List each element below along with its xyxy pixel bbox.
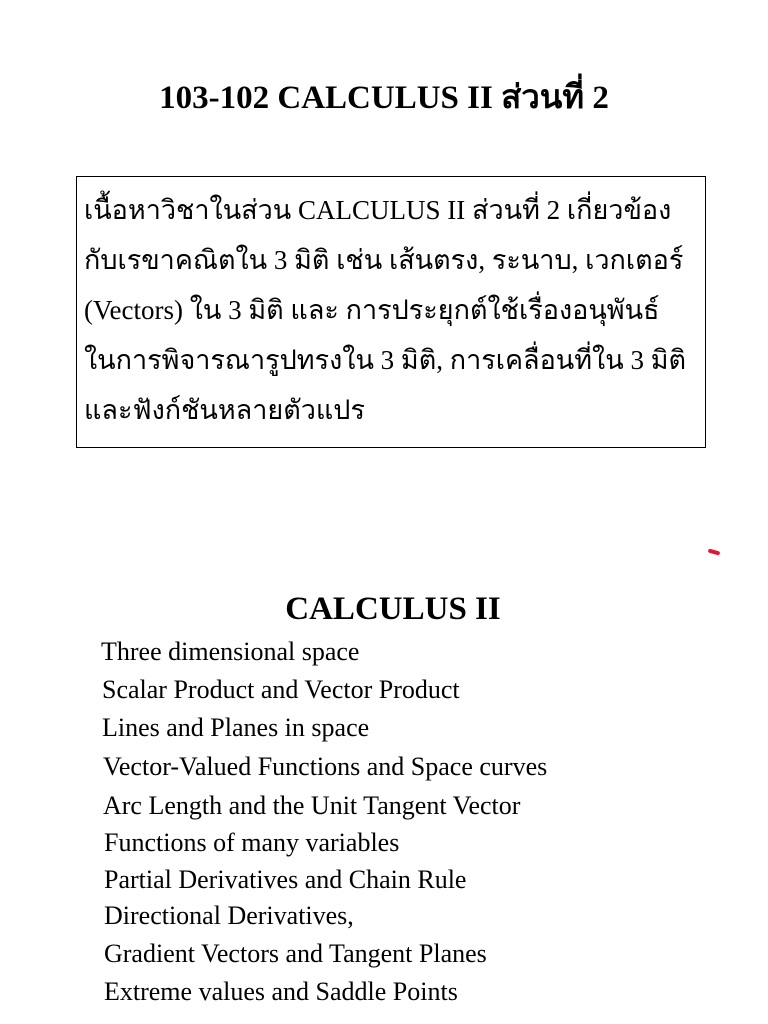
topic-item: Three dimensional space — [101, 637, 360, 666]
description-line: ในการพิจารณารูปทรงใน 3 มิติ, การเคลื่อนที่ใน 3 มิติ — [84, 345, 687, 375]
topic-item: Lines and Planes in space — [102, 713, 370, 742]
topic-item: Directional Derivatives, — [104, 901, 354, 930]
topic-item: Arc Length and the Unit Tangent Vector — [103, 791, 521, 820]
description-line: และฟังก์ชันหลายตัวแปร — [84, 395, 365, 425]
description-line: (Vectors) ใน 3 มิติ และ การประยุกต์ใช้เรื่องอนุพันธ์ — [84, 295, 660, 325]
red-pen-mark — [708, 548, 721, 555]
description-line: กับเรขาคณิตใน 3 มิติ เช่น เส้นตรง, ระนาบ, เวกเตอร์ — [84, 245, 684, 275]
topic-item: Gradient Vectors and Tangent Planes — [104, 939, 487, 968]
topic-item: Scalar Product and Vector Product — [102, 675, 460, 704]
topic-item: Extreme values and Saddle Points — [104, 977, 458, 1006]
description-line: เนื้อหาวิชาในส่วน CALCULUS II ส่วนที่ 2 เกี่ยวข้อง — [84, 195, 672, 225]
description-box — [76, 176, 706, 448]
topic-item: Vector-Valued Functions and Space curves — [103, 752, 548, 781]
page-title: 103-102 CALCULUS II ส่วนที่ 2 — [159, 80, 609, 116]
topic-item: Partial Derivatives and Chain Rule — [104, 865, 467, 894]
section-title: CALCULUS II — [285, 591, 501, 627]
topic-item: Functions of many variables — [104, 828, 400, 857]
